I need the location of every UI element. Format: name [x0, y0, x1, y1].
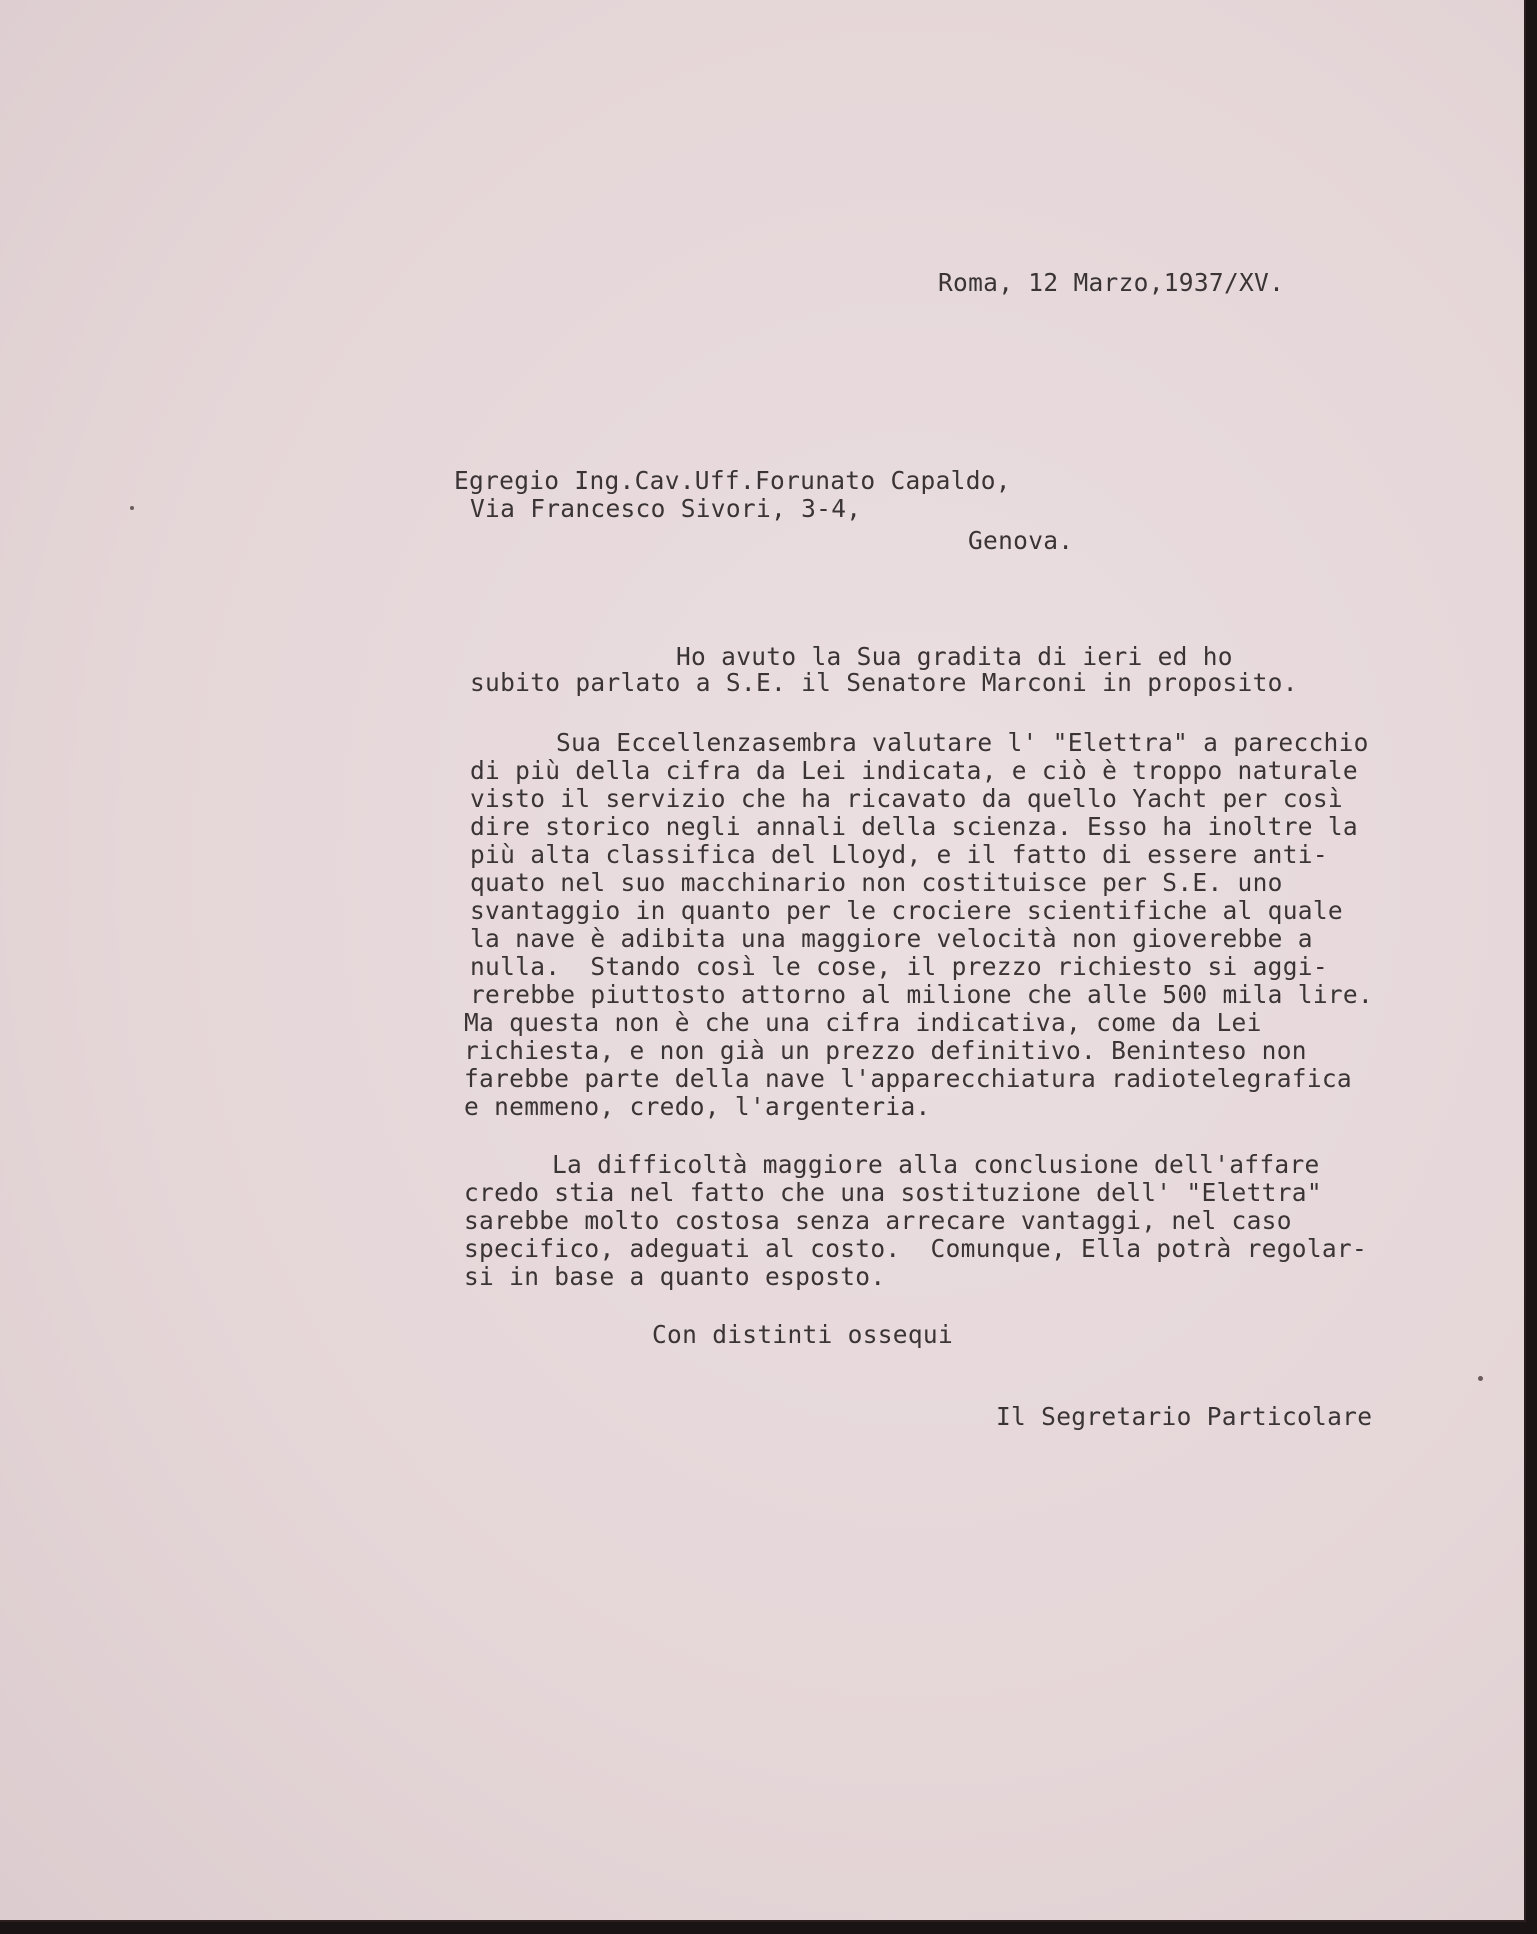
paragraph-3-line: La difficoltà maggiore alla conclusione dell'affare — [552, 1150, 1320, 1179]
paragraph-3-line: sarebbe molto costosa senza arrecare vantaggi, nel caso — [464, 1206, 1292, 1235]
recipient-city: Genova. — [968, 526, 1074, 555]
signature-title: Il Segretario Particolare — [996, 1402, 1373, 1431]
paper-speck — [130, 506, 134, 510]
paragraph-2-line: farebbe parte della nave l'apparecchiatura radiotelegrafica — [464, 1064, 1352, 1093]
paragraph-2-line: richiesta, e non già un prezzo definitivo. Beninteso non — [464, 1036, 1307, 1065]
paragraph-2-line: dire storico negli annali della scienza. Esso ha inoltre la — [470, 812, 1358, 841]
paragraph-2-line: più alta classifica del Lloyd, e il fatto di essere anti- — [470, 840, 1328, 869]
paragraph-2-line: di più della cifra da Lei indicata, e ciò è troppo naturale — [470, 756, 1358, 785]
paper-speck — [1478, 1376, 1483, 1381]
paragraph-1-line: subito parlato a S.E. il Senatore Marconi in proposito. — [470, 668, 1298, 697]
paragraph-2-line: svantaggio in quanto per le crociere scientifiche al quale — [470, 896, 1343, 925]
paragraph-2-line: la nave è adibita una maggiore velocità non gioverebbe a — [470, 924, 1313, 953]
paragraph-1-line: Ho avuto la Sua gradita di ieri ed ho — [676, 642, 1233, 671]
paragraph-3-line: specifico, adeguati al costo. Comunque, Ella potrà regolar- — [464, 1234, 1368, 1263]
recipient-name: Egregio Ing.Cav.Uff.Forunato Capaldo, — [454, 466, 1011, 495]
paragraph-2-line: rerebbe piuttosto attorno al milione che alle 500 mila lire. — [470, 980, 1374, 1009]
recipient-street: Via Francesco Sivori, 3-4, — [470, 494, 862, 523]
dateline: Roma, 12 Marzo,1937/XV. — [938, 268, 1285, 297]
paragraph-2-line: e nemmeno, credo, l'argenteria. — [464, 1092, 931, 1121]
paragraph-2-line: quato nel suo macchinario non costituisce per S.E. uno — [470, 868, 1283, 897]
paragraph-2-line: nulla. Stando così le cose, il prezzo richiesto si aggi- — [470, 952, 1328, 981]
paragraph-2-line: Ma questa non è che una cifra indicativa, come da Lei — [464, 1008, 1262, 1037]
closing: Con distinti ossequi — [652, 1320, 954, 1349]
paragraph-3-line: si in base a quanto esposto. — [464, 1262, 886, 1291]
paragraph-2-line: Sua Eccellenzasembra valutare l' "Elettra" a parecchio — [556, 728, 1369, 757]
paragraph-2-line: visto il servizio che ha ricavato da quello Yacht per così — [470, 784, 1343, 813]
paragraph-3-line: credo stia nel fatto che una sostituzione dell' "Elettra" — [464, 1178, 1322, 1207]
